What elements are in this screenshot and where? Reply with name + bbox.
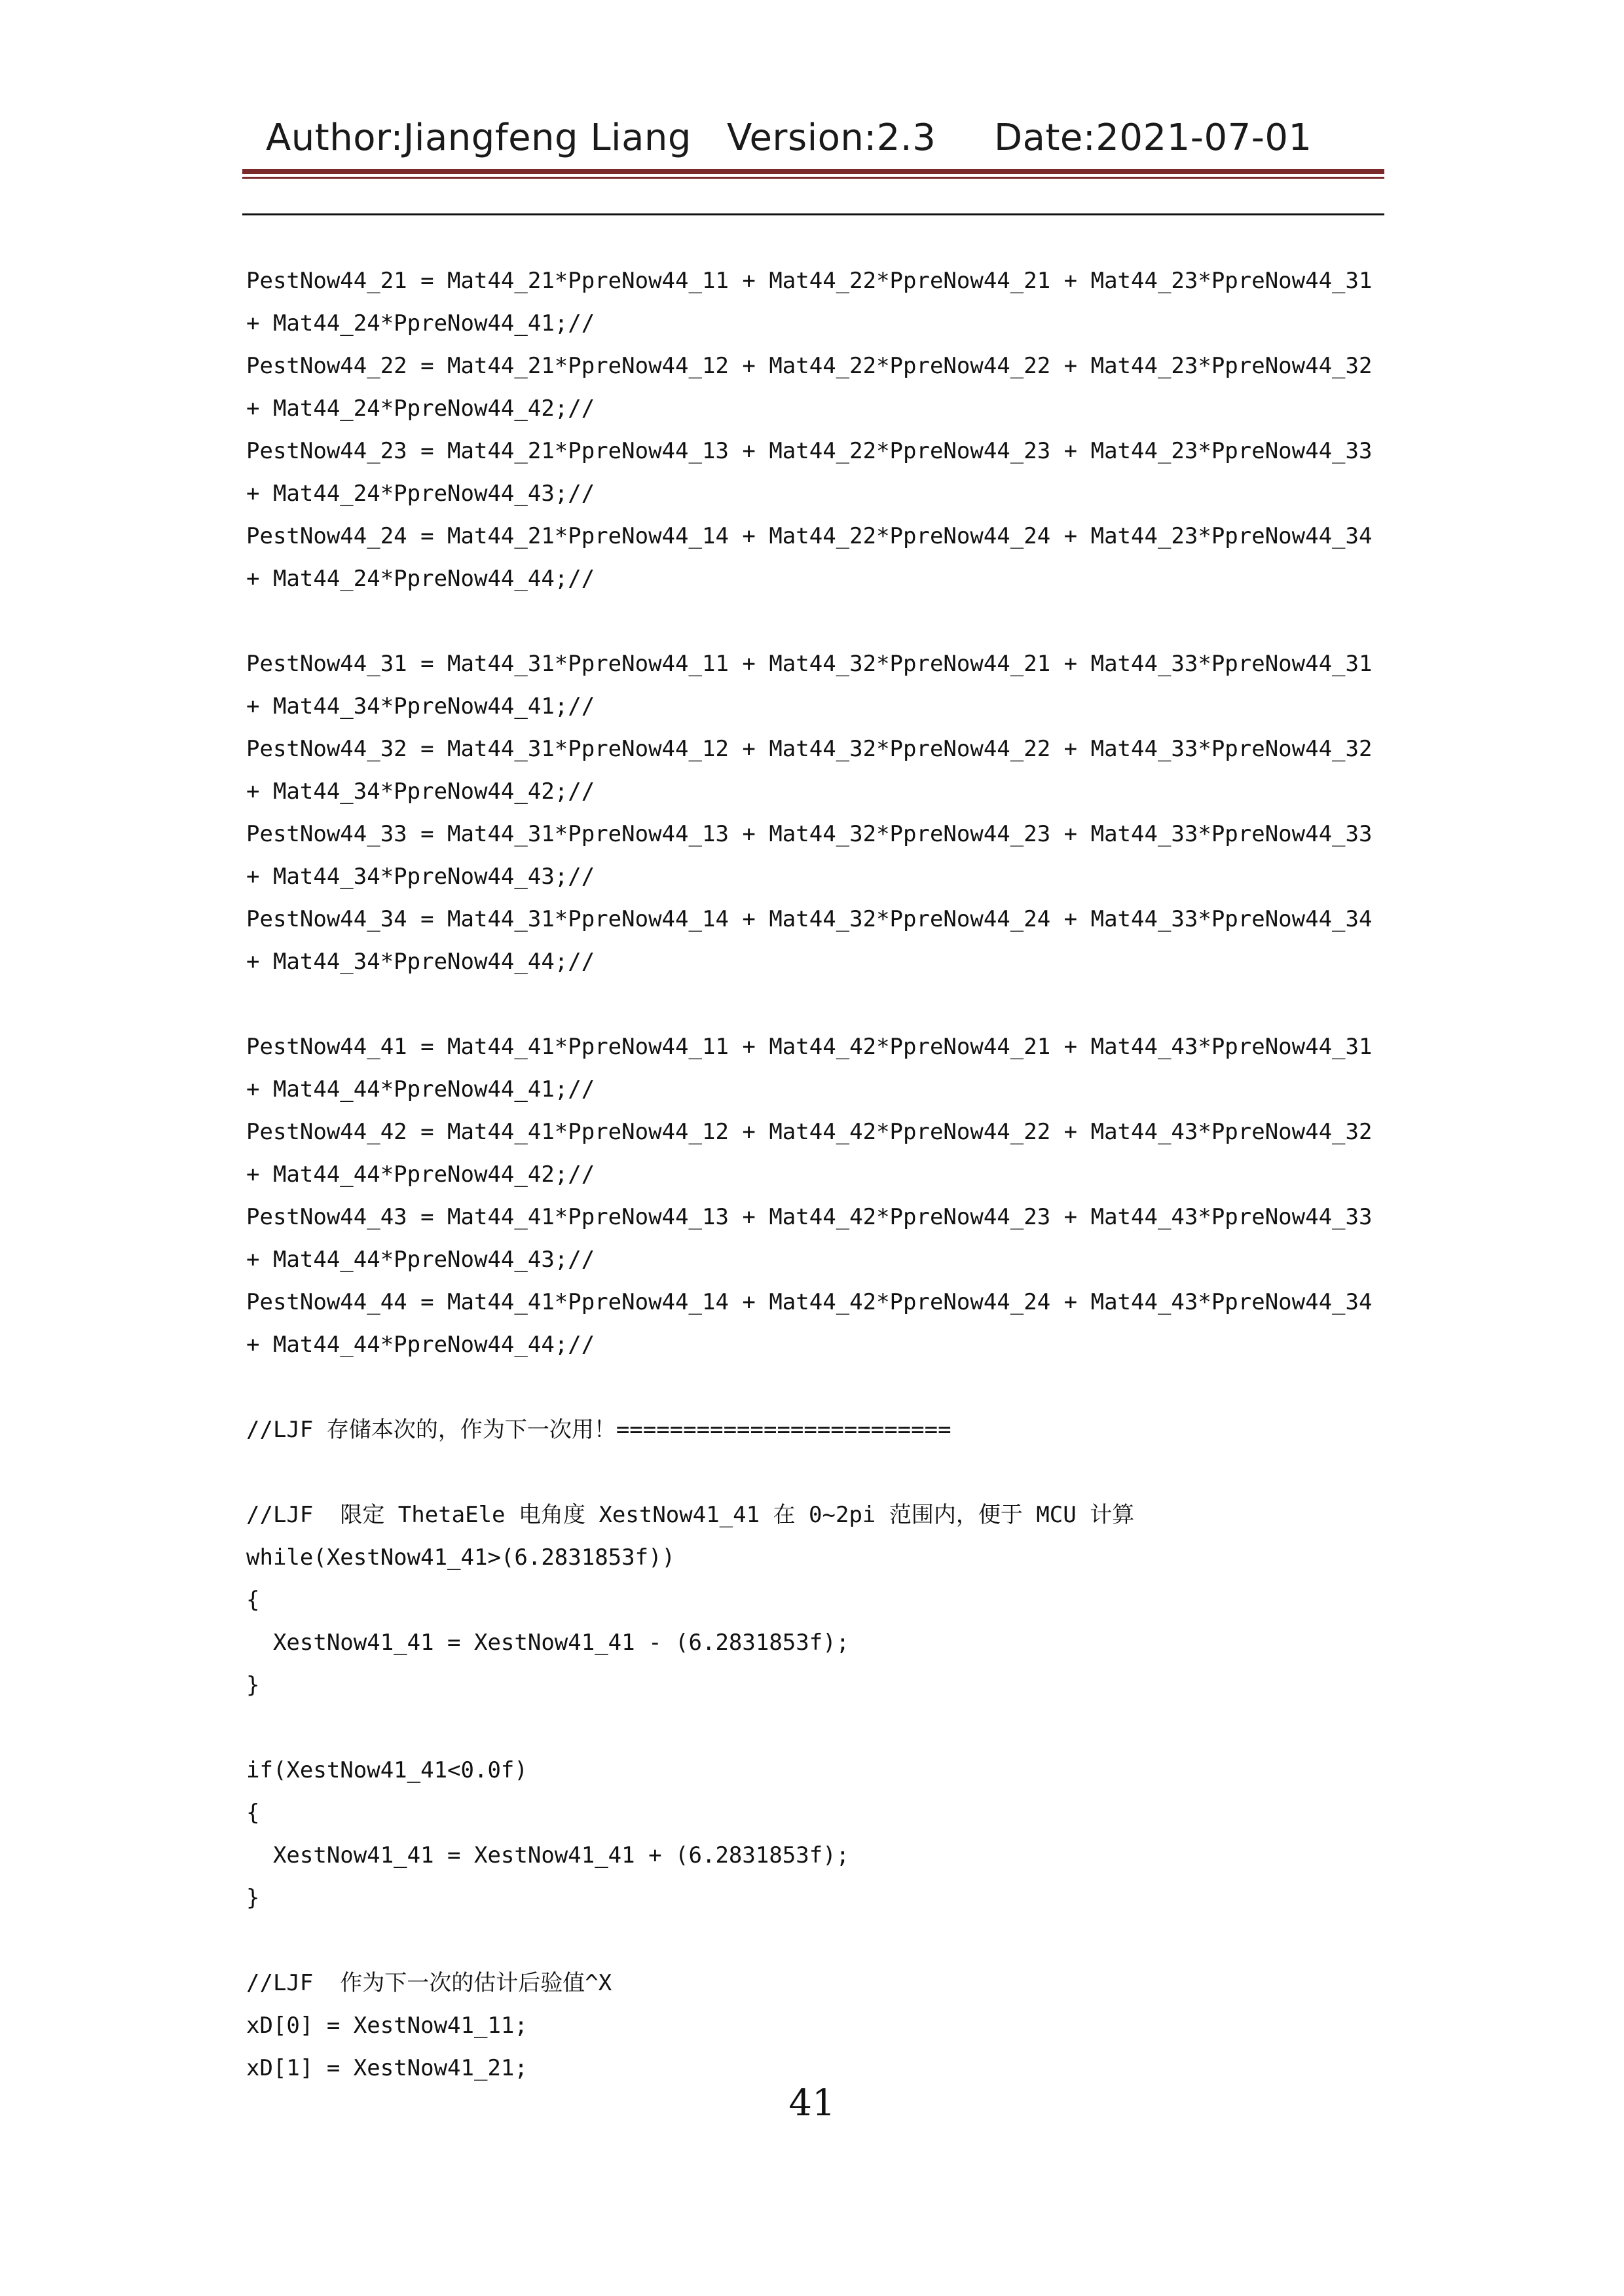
code-line: + Mat44_44*PpreNow44_44;// xyxy=(246,1332,595,1358)
code-line: PestNow44_44 = Mat44_41*PpreNow44_14 + Mat44_42*PpreNow44_24 + Mat44_43*PpreNow44_34 xyxy=(246,1289,1373,1315)
code-line: + Mat44_44*PpreNow44_43;// xyxy=(246,1247,595,1273)
code-line: XestNow41_41 = XestNow41_41 + (6.2831853f); xyxy=(246,1842,850,1868)
code-line: + Mat44_34*PpreNow44_42;// xyxy=(246,778,595,805)
code-line: + Mat44_24*PpreNow44_44;// xyxy=(246,566,595,592)
code-line: PestNow44_23 = Mat44_21*PpreNow44_13 + Mat44_22*PpreNow44_23 + Mat44_23*PpreNow44_33 xyxy=(246,438,1373,464)
code-line: { xyxy=(246,1587,260,1613)
code-line xyxy=(246,1707,1386,1749)
code-line: } xyxy=(246,1885,260,1911)
code-line: while(XestNow41_41>(6.2831853f)) xyxy=(246,1544,676,1571)
code-line: + Mat44_24*PpreNow44_43;// xyxy=(246,481,595,507)
code-line: PestNow44_24 = Mat44_21*PpreNow44_14 + Mat44_22*PpreNow44_24 + Mat44_23*PpreNow44_34 xyxy=(246,523,1373,549)
code-line xyxy=(246,983,1386,1026)
code-line: + Mat44_24*PpreNow44_42;// xyxy=(246,395,595,422)
code-line: + Mat44_24*PpreNow44_41;// xyxy=(246,310,595,337)
code-line: + Mat44_34*PpreNow44_43;// xyxy=(246,864,595,890)
header-version: Version:2.3 xyxy=(727,117,936,159)
code-line xyxy=(246,1451,1386,1494)
code-line: //LJF 存储本次的，作为下一次用！========================= xyxy=(246,1417,951,1443)
header-rule-bottom xyxy=(242,213,1384,215)
code-line xyxy=(246,1366,1386,1409)
code-line: { xyxy=(246,1800,260,1826)
code-line: PestNow44_22 = Mat44_21*PpreNow44_12 + Mat44_22*PpreNow44_22 + Mat44_23*PpreNow44_32 xyxy=(246,353,1373,379)
page-header xyxy=(0,117,1624,169)
code-line: + Mat44_44*PpreNow44_42;// xyxy=(246,1161,595,1188)
code-line xyxy=(246,1920,1386,1962)
code-line: PestNow44_43 = Mat44_41*PpreNow44_13 + Mat44_42*PpreNow44_23 + Mat44_43*PpreNow44_33 xyxy=(246,1204,1373,1230)
header-date: Date:2021-07-01 xyxy=(994,117,1312,159)
page-number: 41 xyxy=(788,2082,836,2124)
code-line: if(XestNow41_41<0.0f) xyxy=(246,1757,528,1783)
code-line: + Mat44_34*PpreNow44_44;// xyxy=(246,949,595,975)
header-rule-thin xyxy=(242,177,1384,179)
header-author: Author:Jiangfeng Liang xyxy=(266,117,692,159)
code-line xyxy=(246,600,1386,643)
code-line: xD[0] = XestNow41_11; xyxy=(246,2013,528,2039)
code-listing xyxy=(246,260,1386,2090)
code-line: //LJF 限定 ThetaEle 电角度 XestNow41_41 在 0~2pi 范围内，便于 MCU 计算 xyxy=(246,1502,1135,1528)
code-line: PestNow44_33 = Mat44_31*PpreNow44_13 + Mat44_32*PpreNow44_23 + Mat44_33*PpreNow44_33 xyxy=(246,821,1373,847)
code-line: PestNow44_21 = Mat44_21*PpreNow44_11 + Mat44_22*PpreNow44_21 + Mat44_23*PpreNow44_31 xyxy=(246,268,1373,294)
code-line: PestNow44_42 = Mat44_41*PpreNow44_12 + Mat44_42*PpreNow44_22 + Mat44_43*PpreNow44_32 xyxy=(246,1119,1373,1145)
code-line: PestNow44_34 = Mat44_31*PpreNow44_14 + Mat44_32*PpreNow44_24 + Mat44_33*PpreNow44_34 xyxy=(246,906,1373,932)
code-line: //LJF 作为下一次的估计后验值^X xyxy=(246,1970,612,1996)
code-line: xD[1] = XestNow41_21; xyxy=(246,2055,528,2081)
code-line: + Mat44_44*PpreNow44_41;// xyxy=(246,1076,595,1102)
code-line: PestNow44_32 = Mat44_31*PpreNow44_12 + Mat44_32*PpreNow44_22 + Mat44_33*PpreNow44_32 xyxy=(246,736,1373,762)
header-rule-thick xyxy=(242,169,1384,174)
code-line: } xyxy=(246,1672,260,1698)
code-line: PestNow44_41 = Mat44_41*PpreNow44_11 + Mat44_42*PpreNow44_21 + Mat44_43*PpreNow44_31 xyxy=(246,1034,1373,1060)
code-line: PestNow44_31 = Mat44_31*PpreNow44_11 + Mat44_32*PpreNow44_21 + Mat44_33*PpreNow44_31 xyxy=(246,651,1373,677)
code-line: XestNow41_41 = XestNow41_41 - (6.2831853f); xyxy=(246,1630,850,1656)
code-line: + Mat44_34*PpreNow44_41;// xyxy=(246,693,595,720)
